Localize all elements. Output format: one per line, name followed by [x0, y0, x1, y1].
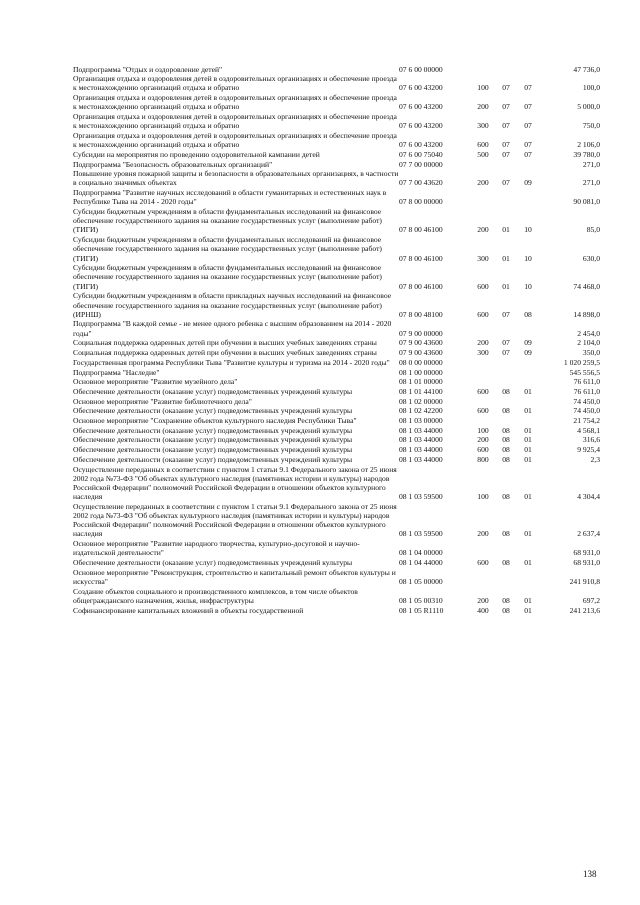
row-section — [495, 64, 517, 74]
table-row — [73, 74, 600, 93]
row-expense-type: 400 — [477, 605, 489, 615]
row-section: 01 — [502, 225, 510, 235]
row-name: Субсидии на мероприятия по проведению оздоровительной кампании детей — [73, 149, 320, 159]
row-expense-type: 600 — [477, 386, 489, 396]
row-amount: 4 304,4 — [577, 492, 600, 502]
table-row — [73, 454, 600, 464]
table-row — [73, 464, 600, 501]
row-amount: 5 000,0 — [577, 102, 600, 112]
row-target-code: 07 7 00 43620 — [399, 178, 443, 188]
row-section — [495, 357, 517, 367]
row-section: 08 — [502, 406, 510, 416]
table-row — [73, 586, 600, 605]
row-section: 08 — [502, 435, 510, 445]
row-subsection: 07 — [524, 121, 532, 131]
table-row — [73, 605, 600, 615]
row-section — [495, 367, 517, 377]
row-subsection: 08 — [524, 309, 532, 319]
row-name: Осуществление переданных в соответствии с пунктом 1 статьи 9.1 Федерального закона от 25 июня 2002 года №73-ФЗ "Об объектах культурного наследия (памятниках истории и культуры) народов Российской Федерации" полномочий Российской Федерации в отношении объектов культурного наследия — [73, 464, 397, 502]
row-section — [495, 416, 517, 426]
row-amount: 316,6 — [582, 435, 600, 445]
row-section: 08 — [502, 605, 510, 615]
row-subsection: 01 — [524, 406, 532, 416]
row-name: Обеспечение деятельности (оказание услуг) подведомственных учреждений культуры — [73, 425, 353, 435]
row-amount: 2 104,0 — [577, 338, 600, 348]
row-expense-type: 200 — [477, 435, 489, 445]
row-expense-type: 600 — [477, 445, 489, 455]
row-section — [495, 319, 517, 338]
row-amount: 1 020 259,5 — [563, 357, 600, 367]
row-name: Основное мероприятие "Развитие музейного дела" — [73, 377, 238, 387]
row-expense-type — [471, 539, 495, 558]
row-name: Подпрограмма "Безопасность образовательных организаций" — [73, 159, 273, 169]
row-name: Субсидии бюджетным учреждениям в области фундаментальных исследований на финансовое обеспечение государственного задания на оказание государственных услуг (выполнение работ) (ТИГИ) — [73, 207, 382, 235]
table-row — [73, 357, 600, 367]
row-section: 07 — [502, 83, 510, 93]
row-target-code: 08 1 03 59500 — [399, 492, 443, 502]
row-section: 01 — [502, 253, 510, 263]
row-subsection — [517, 367, 539, 377]
row-subsection: 01 — [524, 605, 532, 615]
row-subsection — [517, 539, 539, 558]
row-target-code: 07 8 00 00000 — [399, 197, 443, 207]
row-target-code: 08 1 01 00000 — [399, 377, 443, 387]
row-target-code: 07 9 00 00000 — [399, 328, 443, 338]
row-target-code: 08 1 03 44000 — [399, 445, 443, 455]
row-section: 01 — [502, 281, 510, 291]
row-target-code: 07 8 00 46100 — [399, 225, 443, 235]
row-name: Организация отдыха и оздоровления детей в оздоровительных организациях и обеспечение проезда к местонахождению организаций отдыха и обратно — [73, 74, 397, 93]
table-row — [73, 64, 600, 74]
row-subsection: 09 — [524, 178, 532, 188]
row-amount: 74 468,0 — [573, 281, 600, 291]
row-expense-type: 200 — [477, 595, 489, 605]
row-amount: 76 611,0 — [573, 377, 600, 387]
row-expense-type: 200 — [477, 338, 489, 348]
row-target-code: 07 8 00 46100 — [399, 281, 443, 291]
row-target-code: 07 7 00 00000 — [399, 159, 443, 169]
table-row — [73, 291, 600, 319]
table-row — [73, 338, 600, 348]
row-target-code: 07 8 00 46100 — [399, 253, 443, 263]
row-subsection — [517, 188, 539, 207]
row-subsection: 01 — [524, 454, 532, 464]
row-subsection: 09 — [524, 338, 532, 348]
table-row — [73, 416, 600, 426]
row-target-code: 08 1 00 00000 — [399, 367, 443, 377]
table-row — [73, 396, 600, 406]
row-name: Обеспечение деятельности (оказание услуг) подведомственных учреждений культуры — [73, 558, 353, 568]
row-target-code: 07 9 00 43600 — [399, 348, 443, 358]
row-expense-type — [471, 159, 495, 169]
row-name: Обеспечение деятельности (оказание услуг) подведомственных учреждений культуры — [73, 406, 353, 416]
row-target-code: 07 6 00 00000 — [399, 64, 443, 74]
row-amount: 545 556,5 — [569, 367, 600, 377]
row-target-code: 07 6 00 43200 — [399, 121, 443, 131]
row-subsection — [517, 377, 539, 387]
row-amount: 74 450,0 — [573, 406, 600, 416]
row-subsection: 09 — [524, 348, 532, 358]
row-subsection: 01 — [524, 529, 532, 539]
table-row — [73, 169, 600, 188]
row-amount: 2 637,4 — [577, 529, 600, 539]
row-expense-type — [471, 567, 495, 586]
row-subsection: 10 — [524, 253, 532, 263]
row-name: Подпрограмма "В каждой семье - не менее одного ребенка с высшим образованием на 2014 - 2020 годы" — [73, 319, 392, 338]
row-expense-type: 800 — [477, 454, 489, 464]
row-name: Создание объектов социального и производственного комплексов, в том числе объектов общегражданского назначения, жилья, инфраструктуры — [73, 586, 358, 605]
row-section: 07 — [502, 149, 510, 159]
table-row — [73, 539, 600, 558]
budget-table — [73, 64, 600, 615]
row-subsection — [517, 319, 539, 338]
row-amount: 100,0 — [582, 83, 600, 93]
row-section: 07 — [502, 140, 510, 150]
row-amount: 76 611,0 — [573, 386, 600, 396]
table-row — [73, 319, 600, 338]
row-subsection: 07 — [524, 83, 532, 93]
row-expense-type — [471, 377, 495, 387]
row-target-code: 07 6 00 43200 — [399, 102, 443, 112]
row-target-code: 08 1 03 44000 — [399, 425, 443, 435]
row-expense-type: 600 — [477, 406, 489, 416]
row-section — [495, 377, 517, 387]
row-subsection: 01 — [524, 435, 532, 445]
row-name: Основное мероприятие "Сохранение объектов культурного наследия Республики Тыва" — [73, 416, 357, 426]
row-name: Организация отдыха и оздоровления детей в оздоровительных организациях и обеспечение проезда к местонахождению организаций отдыха и обратно — [73, 130, 397, 150]
row-section: 07 — [502, 178, 510, 188]
row-name: Субсидии бюджетным учреждениям в области фундаментальных исследований на финансовое обеспечение государственного задания на оказание государственных услуг (выполнение работ) (ТИГИ) — [73, 263, 382, 291]
row-amount: 90 081,0 — [573, 197, 600, 207]
row-target-code: 08 1 05 R1110 — [399, 605, 444, 615]
budget-table-body — [73, 64, 600, 615]
row-name: Обеспечение деятельности (оказание услуг) подведомственных учреждений культуры — [73, 445, 353, 455]
row-amount: 39 780,0 — [573, 149, 600, 159]
row-amount: 241 910,8 — [569, 576, 600, 586]
table-row — [73, 386, 600, 396]
row-subsection — [517, 357, 539, 367]
row-expense-type: 200 — [477, 529, 489, 539]
row-expense-type: 200 — [477, 225, 489, 235]
row-expense-type — [471, 357, 495, 367]
row-amount: 85,0 — [586, 225, 600, 235]
row-subsection — [517, 567, 539, 586]
row-target-code: 07 9 00 43600 — [399, 338, 443, 348]
table-row — [73, 377, 600, 387]
row-section: 08 — [502, 425, 510, 435]
row-name: Софинансирование капитальных вложений в объекты государственной — [73, 605, 304, 615]
row-amount: 697,2 — [582, 595, 600, 605]
row-expense-type: 200 — [477, 102, 489, 112]
row-expense-type — [471, 64, 495, 74]
row-subsection: 01 — [524, 386, 532, 396]
row-section — [495, 567, 517, 586]
row-section: 07 — [502, 309, 510, 319]
row-name: Обеспечение деятельности (оказание услуг) подведомственных учреждений культуры — [73, 454, 353, 464]
row-target-code: 08 1 05 00000 — [399, 576, 443, 586]
row-amount: 68 931,0 — [573, 548, 600, 558]
row-expense-type: 300 — [477, 348, 489, 358]
table-row — [73, 501, 600, 538]
row-target-code: 07 8 00 48100 — [399, 309, 443, 319]
row-amount: 14 898,0 — [573, 309, 600, 319]
row-section: 07 — [502, 338, 510, 348]
table-row — [73, 93, 600, 112]
table-row — [73, 112, 600, 131]
row-target-code: 08 1 04 44000 — [399, 558, 443, 568]
row-amount: 9 925,4 — [577, 445, 600, 455]
table-row — [73, 188, 600, 207]
row-section: 08 — [502, 595, 510, 605]
row-name: Субсидии бюджетным учреждениям в области прикладных научных исследований на финансовое обеспечение государственного задания на оказание государственных услуг (выполнение работ) (ИРНШ) — [73, 291, 392, 319]
row-section — [495, 188, 517, 207]
row-name: Подпрограмма "Развитие научных исследований в области гуманитарных и естественных наук в Республике Тыва на 2014 - 2020 годы" — [73, 188, 387, 207]
row-subsection — [517, 416, 539, 426]
table-row — [73, 567, 600, 586]
row-target-code: 08 1 04 00000 — [399, 548, 443, 558]
row-amount: 241 213,6 — [569, 605, 600, 615]
table-row — [73, 558, 600, 568]
row-expense-type: 600 — [477, 558, 489, 568]
table-row — [73, 348, 600, 358]
row-section: 08 — [502, 529, 510, 539]
row-name: Подпрограмма "Отдых и оздоровление детей" — [73, 64, 223, 74]
row-section: 07 — [502, 121, 510, 131]
row-name: Государственная программа Республики Тыва "Развитие культуры и туризма на 2014 - 2020 годы" — [73, 357, 390, 367]
row-expense-type: 100 — [477, 492, 489, 502]
row-section: 08 — [502, 492, 510, 502]
row-amount: 2 454,0 — [577, 328, 600, 338]
table-row — [73, 367, 600, 377]
row-amount: 21 754,2 — [573, 416, 600, 426]
row-target-code: 07 6 00 43200 — [399, 140, 443, 150]
row-name: Обеспечение деятельности (оказание услуг) подведомственных учреждений культуры — [73, 386, 353, 396]
row-amount: 271,0 — [582, 159, 600, 169]
row-expense-type: 200 — [477, 178, 489, 188]
row-target-code: 07 6 00 75040 — [399, 149, 443, 159]
row-subsection — [517, 64, 539, 74]
row-amount: 750,0 — [582, 121, 600, 131]
row-target-code: 08 1 02 00000 — [399, 396, 443, 406]
row-name: Организация отдыха и оздоровления детей в оздоровительных организациях и обеспечение проезда к местонахождению организаций отдыха и обратно — [73, 112, 397, 131]
table-row — [73, 445, 600, 455]
row-subsection — [517, 396, 539, 406]
row-amount: 2 106,0 — [577, 140, 600, 150]
row-subsection: 01 — [524, 595, 532, 605]
row-expense-type: 100 — [477, 425, 489, 435]
row-amount: 47 736,0 — [573, 64, 600, 74]
row-target-code: 08 1 01 44100 — [399, 386, 443, 396]
row-expense-type: 600 — [477, 140, 489, 150]
row-expense-type — [471, 319, 495, 338]
row-name: Социальная поддержка одаренных детей при обучении в высших учебных заведениях страны — [73, 348, 377, 358]
row-name: Повышение уровня пожарной защиты и безопасности в образовательных организациях, в частности в социально значимых объектах — [73, 169, 399, 188]
row-subsection: 07 — [524, 102, 532, 112]
row-section — [495, 396, 517, 406]
row-amount: 4 568,1 — [577, 425, 600, 435]
row-section: 08 — [502, 445, 510, 455]
row-target-code: 08 1 03 00000 — [399, 416, 443, 426]
row-section — [495, 159, 517, 169]
row-expense-type: 100 — [477, 83, 489, 93]
table-row — [73, 159, 600, 169]
table-row — [73, 235, 600, 263]
table-row — [73, 435, 600, 445]
row-expense-type: 600 — [477, 309, 489, 319]
row-name: Основное мероприятие "Развитие народного творчества, культурно-досуговой и научно-издательской деятельности" — [73, 539, 360, 558]
row-name: Основное мероприятие "Развитие библиотечного дела" — [73, 396, 252, 406]
row-name: Обеспечение деятельности (оказание услуг) подведомственных учреждений культуры — [73, 435, 353, 445]
row-section: 07 — [502, 102, 510, 112]
row-section — [495, 539, 517, 558]
row-subsection: 01 — [524, 425, 532, 435]
table-row — [73, 130, 600, 149]
row-section: 07 — [502, 348, 510, 358]
row-section: 08 — [502, 454, 510, 464]
row-name: Осуществление переданных в соответствии с пунктом 1 статьи 9.1 Федерального закона от 25 июня 2002 года №73-ФЗ "Об объектах культурного наследия (памятниках истории и культуры) народов Российской Федерации" полномочий Российской Федерации в отношении объектов культурного наследия — [73, 501, 397, 539]
row-expense-type: 300 — [477, 121, 489, 131]
row-expense-type — [471, 367, 495, 377]
row-expense-type — [471, 188, 495, 207]
row-section: 08 — [502, 386, 510, 396]
row-target-code: 08 1 03 44000 — [399, 435, 443, 445]
row-target-code: 08 1 05 00310 — [399, 595, 443, 605]
row-expense-type: 600 — [477, 281, 489, 291]
row-name: Основное мероприятие "Реконструкция, строительство и капитальный ремонт объектов культуры и искусства" — [73, 567, 396, 586]
table-row — [73, 406, 600, 416]
row-target-code: 08 1 03 44000 — [399, 454, 443, 464]
row-expense-type — [471, 396, 495, 406]
row-subsection: 01 — [524, 558, 532, 568]
row-subsection: 07 — [524, 140, 532, 150]
table-row — [73, 207, 600, 235]
row-target-code: 07 6 00 43200 — [399, 83, 443, 93]
table-row — [73, 149, 600, 159]
row-expense-type: 500 — [477, 149, 489, 159]
row-subsection: 01 — [524, 492, 532, 502]
row-name: Социальная поддержка одаренных детей при обучении в высших учебных заведениях страны — [73, 338, 377, 348]
row-subsection: 10 — [524, 281, 532, 291]
row-subsection — [517, 159, 539, 169]
page-number: 138 — [583, 869, 597, 879]
row-name: Организация отдыха и оздоровления детей в оздоровительных организациях и обеспечение проезда к местонахождению организаций отдыха и обратно — [73, 93, 397, 112]
row-target-code: 08 1 03 59500 — [399, 529, 443, 539]
row-target-code: 08 0 00 00000 — [399, 357, 443, 367]
row-amount: 630,0 — [582, 253, 600, 263]
row-subsection: 10 — [524, 225, 532, 235]
row-subsection: 07 — [524, 149, 532, 159]
row-amount: 350,0 — [582, 348, 600, 358]
row-name: Подпрограмма "Наследие" — [73, 367, 160, 377]
table-row — [73, 263, 600, 291]
row-expense-type — [471, 416, 495, 426]
row-name: Субсидии бюджетным учреждениям в области фундаментальных исследований на финансовое обеспечение государственного задания на оказание государственных услуг (выполнение работ) (ТИГИ) — [73, 235, 382, 263]
row-amount: 68 931,0 — [573, 558, 600, 568]
row-target-code: 08 1 02 42200 — [399, 406, 443, 416]
row-amount: 74 450,0 — [573, 396, 600, 406]
row-amount: 271,0 — [582, 178, 600, 188]
row-subsection: 01 — [524, 445, 532, 455]
row-amount: 2,3 — [590, 454, 600, 464]
table-row — [73, 425, 600, 435]
row-expense-type: 300 — [477, 253, 489, 263]
row-section: 08 — [502, 558, 510, 568]
